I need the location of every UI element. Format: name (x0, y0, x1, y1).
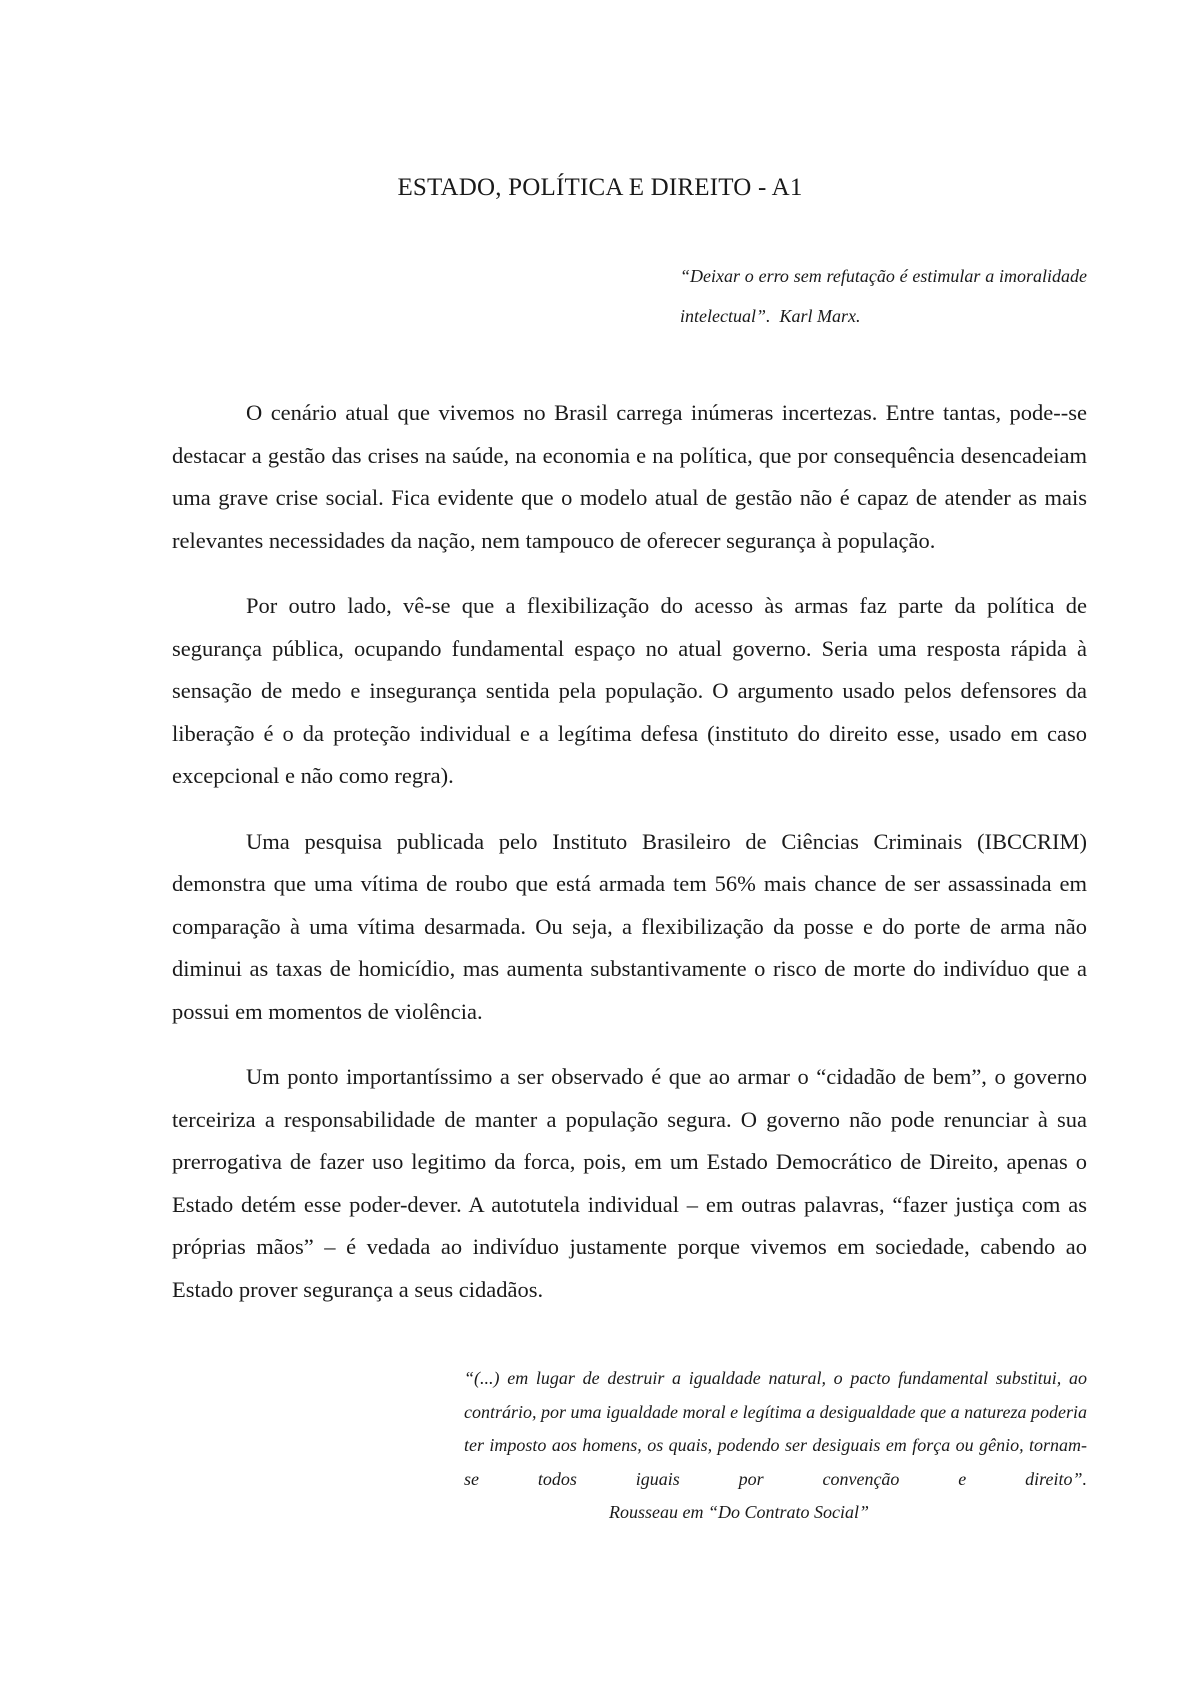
closing-quote (464, 1362, 1087, 1530)
closing-quote-attribution: Rousseau em “Do Contrato Social” (609, 1502, 870, 1522)
document-body (172, 392, 1087, 1334)
paragraph-1: O cenário atual que vivemos no Brasil carrega inúmeras incertezas. Entre tantas, pode--se destacar a gestão das crises na saúde, na economia e na política, que por consequência desencadeiam uma grave crise social. Fica evidente que o modelo atual de gestão não é capaz de atender as mais relevantes necessidades da nação, nem tampouco de oferecer segurança à população. (172, 400, 1087, 553)
paragraph-3: Uma pesquisa publicada pelo Instituto Brasileiro de Ciências Criminais (IBCCRIM) demonstra que uma vítima de roubo que está armada tem 56% mais chance de ser assassinada em comparação à uma vítima desarmada. Ou seja, a flexibilização da posse e do porte de arma não diminui as taxas de homicídio, mas aumenta substantivamente o risco de morte do indivíduo que a possui em momentos de violência. (172, 828, 1087, 1024)
epigraph-text: “Deixar o erro sem refutação é estimular a imoralidade intelectual”. (680, 266, 1087, 326)
paragraph-2: Por outro lado, vê-se que a flexibilização do acesso às armas faz parte da política de segurança pública, ocupando fundamental espaço no atual governo. Seria uma resposta rápida à sensação de medo e insegurança sentida pela população. O argumento usado pelos defensores da liberação é o da proteção individual e a legítima defesa (instituto do direito esse, usado em caso excepcional e não como regra). (172, 593, 1087, 788)
epigraph-author: Karl Marx. (779, 306, 861, 326)
closing-quote-text: “(...) em lugar de destruir a igualdade natural, o pacto fundamental substitui, ao contrário, por uma igualdade moral e legítima a desigualdade que a natureza poderia ter imposto aos homens, os quais, podendo ser desiguais em força ou gênio, tornam-se todos iguais por convenção e direito”. (464, 1368, 1087, 1489)
paragraph-4: Um ponto importantíssimo a ser observado é que ao armar o “cidadão de bem”, o governo terceiriza a responsabilidade de manter a população segura. O governo não pode renunciar à sua prerrogativa de fazer uso legitimo da forca, pois, em um Estado Democrático de Direito, apenas o Estado detém esse poder-dever. A autotutela individual – em outras palavras, “fazer justiça com as próprias mãos” – é vedada ao indivíduo justamente porque vivemos em sociedade, cabendo ao Estado prover segurança a seus cidadãos. (172, 1064, 1087, 1302)
epigraph (680, 256, 1087, 336)
document-title: ESTADO, POLÍTICA E DIREITO - A1 (397, 174, 803, 201)
